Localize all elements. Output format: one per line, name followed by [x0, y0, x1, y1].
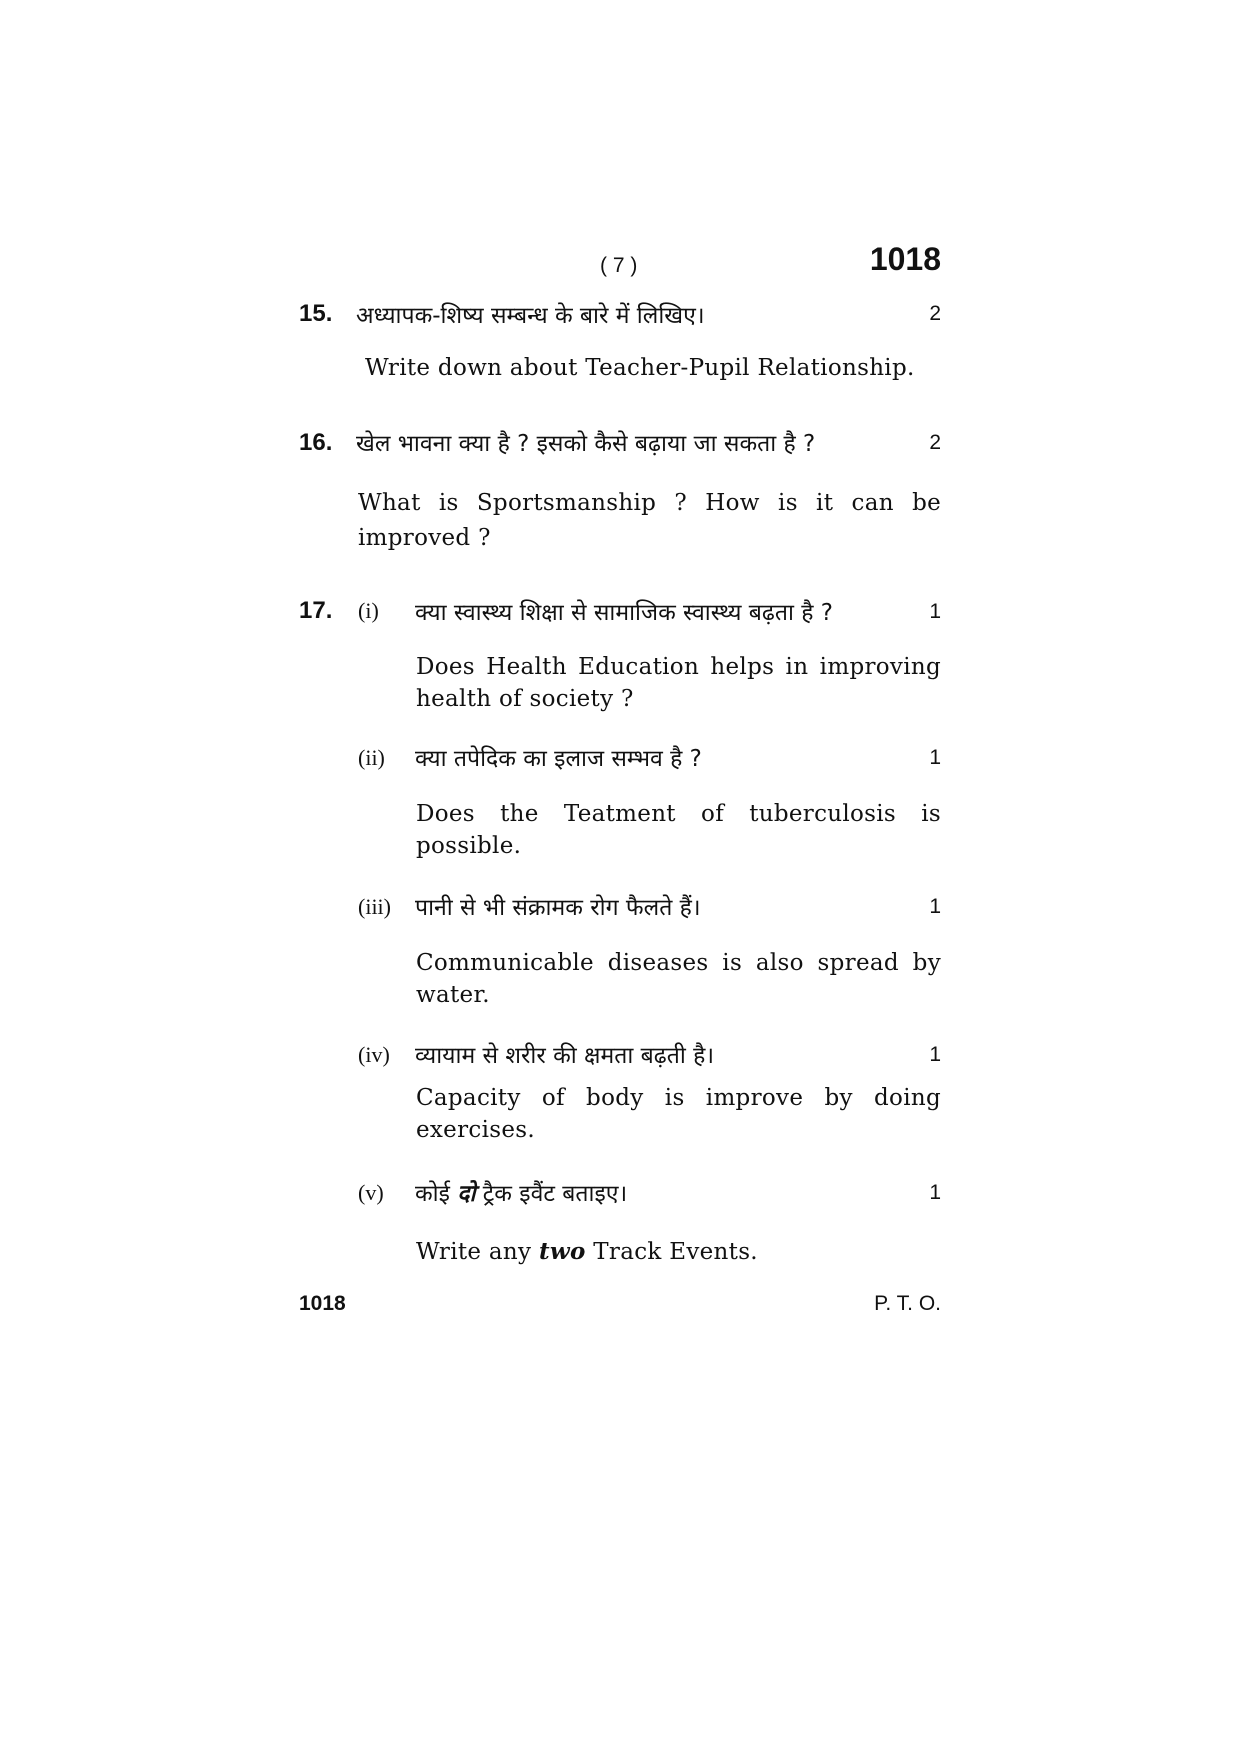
question-17-part-english-line2: exercises.	[416, 1117, 535, 1143]
question-17-part-label: (iii)	[358, 894, 391, 919]
question-15-hindi: अध्यापक-शिष्य सम्बन्ध के बारे में लिखिए।	[356, 303, 705, 329]
english-text: Write any	[416, 1239, 532, 1265]
hindi-emphasis: दो	[457, 1181, 476, 1207]
question-17-part-hindi	[415, 1176, 627, 1208]
question-17-part-english-line2: water.	[416, 982, 490, 1008]
english-text: Track Events.	[593, 1239, 758, 1265]
question-16-english-line1: What is Sportsmanship ? How is it can be	[358, 490, 941, 516]
english-emphasis: two	[538, 1238, 586, 1265]
question-17-part-english-line1: Communicable diseases is also spread by	[416, 950, 941, 976]
question-17-part-label: (i)	[358, 598, 379, 623]
question-17-part-english	[416, 1238, 758, 1265]
question-17-part-marks: 1	[929, 895, 941, 918]
question-15-english: Write down about Teacher-Pupil Relationship.	[365, 355, 915, 381]
question-17-part-hindi: क्या स्वास्थ्य शिक्षा से सामाजिक स्वास्थ्य बढ़ता है ?	[415, 600, 833, 626]
question-16-hindi: खेल भावना क्या है ? इसको कैसे बढ़ाया जा सकता है ?	[356, 431, 816, 457]
question-17-part-english-line1: Does Health Education helps in improving	[416, 654, 941, 680]
question-17-part-marks: 1	[929, 600, 941, 623]
question-17-part-english-line2: health of society ?	[416, 686, 634, 712]
question-16-marks: 2	[929, 431, 941, 454]
question-17-part-label: (v)	[358, 1180, 384, 1205]
paper-code-footer: 1018	[299, 1292, 346, 1315]
question-17-part-marks: 1	[929, 746, 941, 769]
question-17-part-english-line2: possible.	[416, 833, 522, 859]
hindi-text: ट्रैक इवैंट बताइए।	[482, 1181, 628, 1207]
question-16-english-line2: improved ?	[358, 525, 491, 551]
question-17-part-hindi: क्या तपेदिक का इलाज सम्भव है ?	[415, 746, 702, 772]
page-number: ( 7 )	[600, 254, 638, 277]
question-number-15: 15.	[299, 300, 333, 327]
question-17-part-label: (ii)	[358, 745, 385, 770]
question-17-part-marks: 1	[929, 1043, 941, 1066]
question-17-part-hindi: पानी से भी संक्रामक रोग फैलते हैं।	[415, 895, 701, 921]
question-number-17: 17.	[299, 597, 333, 624]
question-17-part-marks: 1	[929, 1181, 941, 1204]
question-17-part-hindi: व्यायाम से शरीर की क्षमता बढ़ती है।	[415, 1043, 715, 1069]
question-17-part-label: (iv)	[358, 1042, 390, 1067]
question-15-marks: 2	[929, 302, 941, 325]
question-17-part-english-line1: Does the Teatment of tuberculosis is	[416, 801, 941, 827]
please-turn-over: P. T. O.	[874, 1292, 941, 1315]
question-number-16: 16.	[299, 429, 333, 456]
question-17-part-english-line1: Capacity of body is improve by doing	[416, 1085, 941, 1111]
hindi-text: कोई	[415, 1181, 450, 1207]
paper-code-header: 1018	[869, 241, 941, 277]
